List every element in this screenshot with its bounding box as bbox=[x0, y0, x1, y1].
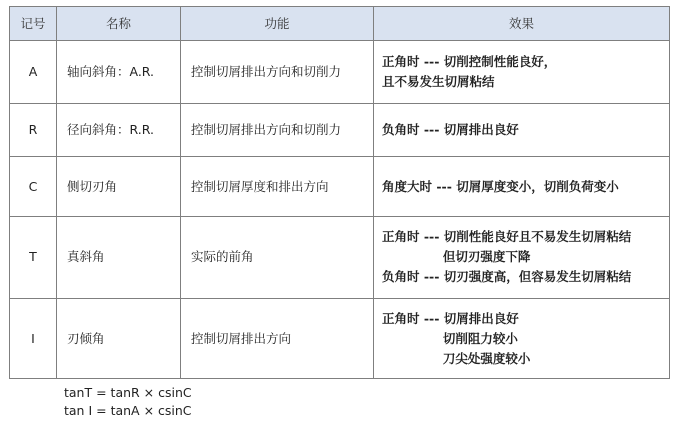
row-name: 刃倾角 bbox=[57, 299, 181, 379]
effect-line: 刀尖处强度较小 bbox=[382, 350, 531, 366]
formula-block bbox=[64, 384, 192, 420]
header-name: 名称 bbox=[57, 7, 181, 41]
row-function: 实际的前角 bbox=[181, 216, 374, 299]
header-effect: 效果 bbox=[374, 7, 670, 41]
table-row bbox=[10, 299, 670, 379]
tool-angle-table bbox=[9, 6, 670, 379]
effect-line: 切削阻力较小 bbox=[382, 330, 518, 346]
row-function: 控制切屑排出方向和切削力 bbox=[181, 41, 374, 104]
effect-line: 正角时 --- 切屑排出良好 bbox=[382, 310, 519, 326]
header-symbol: 记号 bbox=[10, 7, 57, 41]
formula-line: tan I = tanA × csinC bbox=[64, 403, 192, 418]
row-symbol: T bbox=[10, 216, 57, 299]
effect-line: 正角时 --- 切削性能良好且不易发生切屑粘结 bbox=[382, 229, 632, 245]
row-name: 轴向斜角：A.R. bbox=[57, 41, 181, 104]
table-header-row bbox=[10, 7, 670, 41]
row-symbol: I bbox=[10, 299, 57, 379]
row-effect bbox=[374, 216, 670, 299]
row-effect bbox=[374, 157, 670, 216]
row-symbol: C bbox=[10, 157, 57, 216]
effect-line: 且不易发生切屑粘结 bbox=[382, 74, 495, 90]
table-row bbox=[10, 157, 670, 216]
row-effect bbox=[374, 299, 670, 379]
row-name: 真斜角 bbox=[57, 216, 181, 299]
formula-line: tanT = tanR × csinC bbox=[64, 385, 192, 400]
table-row bbox=[10, 104, 670, 157]
row-effect bbox=[374, 104, 670, 157]
effect-line: 负角时 --- 切屑排出良好 bbox=[382, 122, 519, 138]
row-effect bbox=[374, 41, 670, 104]
header-function: 功能 bbox=[181, 7, 374, 41]
table-row bbox=[10, 41, 670, 104]
row-symbol: A bbox=[10, 41, 57, 104]
effect-line: 正角时 --- 切削控制性能良好， bbox=[382, 54, 557, 70]
table-row bbox=[10, 216, 670, 299]
row-name: 径向斜角：R.R. bbox=[57, 104, 181, 157]
effect-line: 但切刃强度下降 bbox=[382, 249, 531, 265]
effect-line: 负角时 --- 切刃强度高，但容易发生切屑粘结 bbox=[382, 269, 632, 285]
row-name: 侧切刃角 bbox=[57, 157, 181, 216]
row-function: 控制切屑厚度和排出方向 bbox=[181, 157, 374, 216]
row-symbol: R bbox=[10, 104, 57, 157]
effect-line: 角度大时 --- 切屑厚度变小，切削负荷变小 bbox=[382, 178, 619, 194]
row-function: 控制切屑排出方向 bbox=[181, 299, 374, 379]
row-function: 控制切屑排出方向和切削力 bbox=[181, 104, 374, 157]
